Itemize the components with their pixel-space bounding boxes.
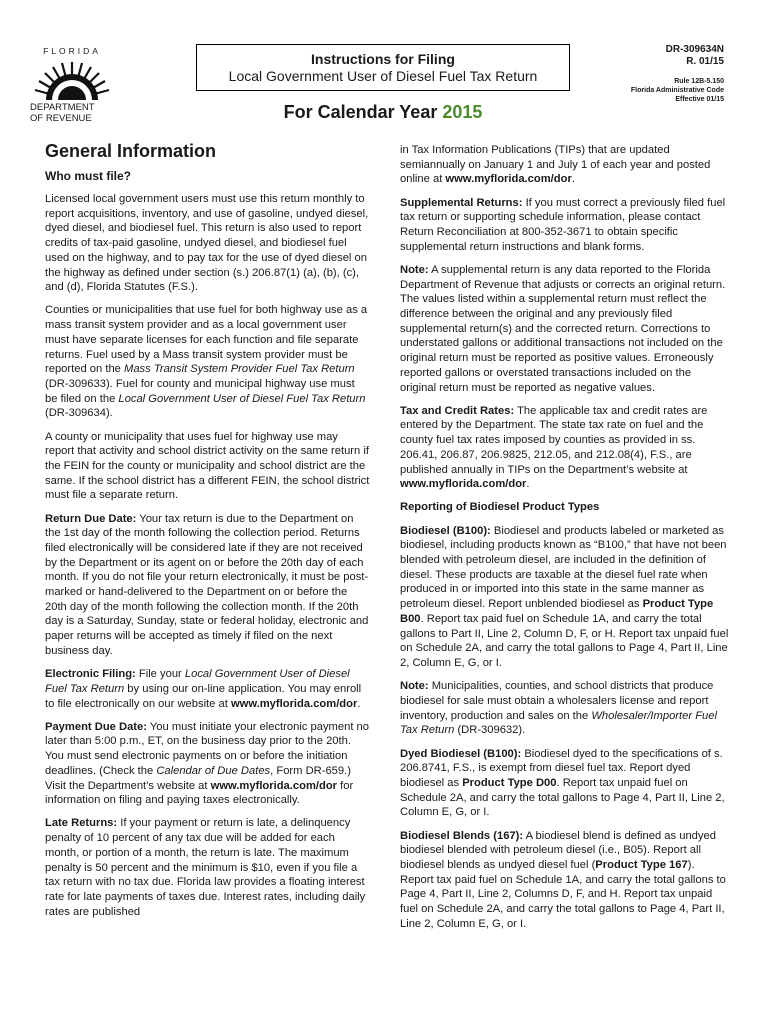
paragraph-return-due-date xyxy=(45,512,370,659)
paragraph-biodiesel-blends xyxy=(400,829,730,932)
paragraph-electronic-filing xyxy=(45,667,370,711)
right-column xyxy=(400,143,730,940)
form-number: DR-309634N xyxy=(665,44,724,55)
left-column xyxy=(45,140,370,928)
sunburst-logo-icon xyxy=(32,60,112,104)
text: Municipalities, counties, and school districts that produce biodiesel for sale must obtain a wholesalers license and report inventory, production and sales on the xyxy=(400,680,714,722)
text: , Form DR-659.) Visit the Department’s website at xyxy=(45,764,351,792)
text: . xyxy=(571,173,575,186)
biodiesel-label: Biodiesel (B100): xyxy=(400,524,491,537)
calendar-year-heading xyxy=(196,102,570,123)
rule-info xyxy=(631,77,724,104)
text: You must initiate your electronic payment no later than 5:00 p.m., ET, on the business day prior to the 20th. You must send electronic payments on or before the initiation deadlines. (Check the xyxy=(45,720,369,777)
text: Counties or municipalities that use fuel for both highway use as a mass transit system provider and as a local government user must have separate licenses for each function and file separate returns. Fuel used by a Mass transit system provider must be reported on the xyxy=(45,304,368,376)
title-box xyxy=(196,44,570,91)
text: If your payment or return is late, a delinquency penalty of 10 percent of any tax due will be added for each month, or portion of a month, the return is late. The maximum penalty is 50 percent and the minimum is $10, even if you file a tax return with no tax due. Florida law provides a floating interest rate for late payments of taxes due. Interest rates, including daily rates are published xyxy=(45,817,366,918)
logo-dept-line2: OF REVENUE xyxy=(30,112,92,124)
text: If you must correct a previously filed fuel tax return or supporting schedule information, please contact Return Reconciliation at 800-352-3671 to obtain specific supplemental return instructions and blank forms. xyxy=(400,196,726,253)
calendar-year-value: 2015 xyxy=(442,102,483,122)
tax-credit-rates-label: Tax and Credit Rates: xyxy=(400,404,515,417)
form-title: Local Government User of Diesel Fuel Tax Return xyxy=(45,668,350,695)
paragraph-licensed-users: Licensed local government users must use this return monthly to report acquisitions, inventory, and use of gasoline, undyed diesel, dyed diesel, and biodiesel fuel. This return is also used to report credits of tax-paid gasoline, undyed diesel, and biodiesel fuel used on the highway, and to pay tax for the use of dyed diesel on the highway as defined under section (s.) 206.87(1) (a), (b), (c), and (d), Florida Statutes (F.S.). xyxy=(45,193,369,294)
product-type: Product Type 167 xyxy=(595,858,688,871)
logo-dept-line1: DEPARTMENT xyxy=(30,102,95,113)
calendar-year-label: For Calendar Year xyxy=(283,102,438,122)
dyed-biodiesel-label: Dyed Biodiesel (B100): xyxy=(400,747,522,760)
late-returns-label: Late Returns: xyxy=(45,817,118,830)
form-title: Calendar of Due Dates xyxy=(156,764,271,777)
effective-date: Effective 01/15 xyxy=(675,96,724,103)
website-link[interactable]: www.myflorida.com/dor xyxy=(400,478,527,491)
form-title: Wholesaler/Importer Fuel Tax Return xyxy=(400,709,717,737)
logo-state-name: FLORIDA xyxy=(43,46,101,56)
supplemental-returns-label: Supplemental Returns: xyxy=(400,196,523,209)
title-line2: Local Government User of Diesel Fuel Tax Return xyxy=(228,68,538,84)
text: by using our on-line application. You may enroll to file electronically on our website at xyxy=(45,682,362,710)
text: A supplemental return is any data reported to the Florida Department of Revenue that adjusts or corrects an original return. The values listed within a supplemental return must reflect the difference between the original and any previously filed supplemental return(s) and the corrected return. Corrections to understated gallons or additional transactions not included on the original return must be reported as positive values. Erroneously reported gallons or overstated transactions included on the original return must be reported as negative values. xyxy=(400,263,726,394)
product-type: Product Type D00 xyxy=(462,776,557,789)
biodiesel-reporting-heading xyxy=(400,500,730,515)
website-link[interactable]: www.myflorida.com/dor xyxy=(445,173,572,186)
general-information-heading: General Information xyxy=(45,141,217,161)
electronic-filing-label: Electronic Filing: xyxy=(45,668,136,681)
text: The applicable tax and credit rates are entered by the Department. The state tax rate on fuel and the county fuel tax rates imposed by counties as provided in ss. 206.41, 206.87, 206.9825, 212.05, and 212.08(4), F.S., are published annually in TIPs on the Department’s website at xyxy=(400,404,708,476)
text: (DR-309632). xyxy=(454,724,526,737)
form-title: Mass Transit System Provider Fuel Tax Return xyxy=(124,363,355,376)
paragraph-tips xyxy=(400,143,730,187)
text: (DR-309633). Fuel for county and municipal highway use must be filed on the xyxy=(45,377,355,405)
text: in Tax Information Publications (TIPs) that are updated semiannually on January 1 and July 1 of each year and posted online at xyxy=(400,144,711,186)
paragraph-supplemental-note xyxy=(400,263,730,395)
rule-number: Rule 12B-5.150 xyxy=(674,78,724,85)
paragraph-fein: A county or municipality that uses fuel for highway use may report that activity and school district activity on the same return if the FEIN for the county or municipality and school district are the same. If the school district has a different FEIN, the school district must file a separate return. xyxy=(45,430,370,502)
paragraph-dyed-biodiesel xyxy=(400,747,730,821)
text: File your xyxy=(135,668,185,681)
text: A biodiesel blend is defined as undyed biodiesel blended with petroleum diesel (i.e., B05). Report all biodiesel blends as undyed diesel fuel ( xyxy=(400,829,716,871)
admin-code: Florida Administrative Code xyxy=(630,87,724,94)
paragraph-biodiesel-note xyxy=(400,679,730,738)
text: Your tax return is due to the Department on the 1st day of the month following the collection period. Returns filed electronically will be considered late if they are not received by the Department or its agent on or before the 20th day of each month. If you do not file your return electronically, it must be post-marked or hand-delivered to the Department on or before the 20th day of the month following the collection month. If the 20th day is a Saturday, Sunday, state or federal holiday, electronic and paper returns will be accepted as timely if filed on the next business day. xyxy=(45,512,369,657)
form-number-block xyxy=(666,44,724,68)
paragraph-supplemental-returns xyxy=(400,196,730,255)
website-link[interactable]: www.myflorida.com/dor xyxy=(210,779,338,792)
text: Biodiesel and products labeled or marketed as biodiesel, including products known as “B100,” that have not been blended with petroleum diesel, are included in the definition of diesel. These products are taxable at the diesel fuel rate when produced in or imported into this state in the same manner as petroleum diesel. Report unblended biodiesel as xyxy=(400,524,727,611)
paragraph-counties xyxy=(45,303,370,421)
logo-department xyxy=(30,103,116,124)
text: (DR-309634). xyxy=(45,407,113,420)
paragraph-late-returns xyxy=(45,816,370,919)
payment-due-date-label: Payment Due Date: xyxy=(45,720,147,733)
note-label: Note: xyxy=(400,680,429,693)
form-title: Local Government User of Diesel Fuel Tax Return xyxy=(118,392,366,405)
product-type: Product Type B00 xyxy=(400,598,714,625)
note-label: Note: xyxy=(400,263,429,276)
text: for information on filing and paying taxes electronically. xyxy=(45,779,354,807)
title-line1: Instructions for Filing xyxy=(311,51,455,67)
text: ). Report tax paid fuel on Schedule 1A, and carry the total gallons to Page 4, Part II, Line 2, Columns D, F, and H. Report tax unpaid fuel on Schedule 2A, and carry the total gallons to Page 4, Part II, Line 2, Column E, G, or I. xyxy=(400,858,726,930)
biodiesel-blends-label: Biodiesel Blends (167): xyxy=(400,829,524,842)
return-due-date-label: Return Due Date: xyxy=(45,512,137,525)
form-revision: R. 01/15 xyxy=(686,56,724,67)
website-link[interactable]: www.myflorida.com/dor xyxy=(230,697,358,710)
section-heading: Reporting of Biodiesel Product Types xyxy=(400,501,600,514)
text: . Report tax unpaid fuel on Schedule 2A, and carry the total gallons to Page 4, Part II, Line 2, Column E, G, or I. xyxy=(400,776,725,819)
text: Biodiesel dyed to the specifications of s. 206.8741, F.S., is exempt from diesel fuel tax. Report dyed biodiesel as xyxy=(400,747,723,789)
paragraph-biodiesel-b100 xyxy=(400,524,730,671)
text: . Report tax paid fuel on Schedule 1A, and carry the total gallons to Part II, Line 2, Column D, F, or H. Report tax unpaid fuel on Schedule 2A, and carry the total gallons to Page 4, Part II, Line 2, Column E, G, or I. xyxy=(400,612,729,669)
text: . xyxy=(357,697,361,710)
paragraph-payment-due-date xyxy=(45,720,370,808)
paragraph-tax-credit-rates xyxy=(400,404,730,492)
text: . xyxy=(526,478,530,491)
who-must-file-heading: Who must file? xyxy=(45,169,131,183)
